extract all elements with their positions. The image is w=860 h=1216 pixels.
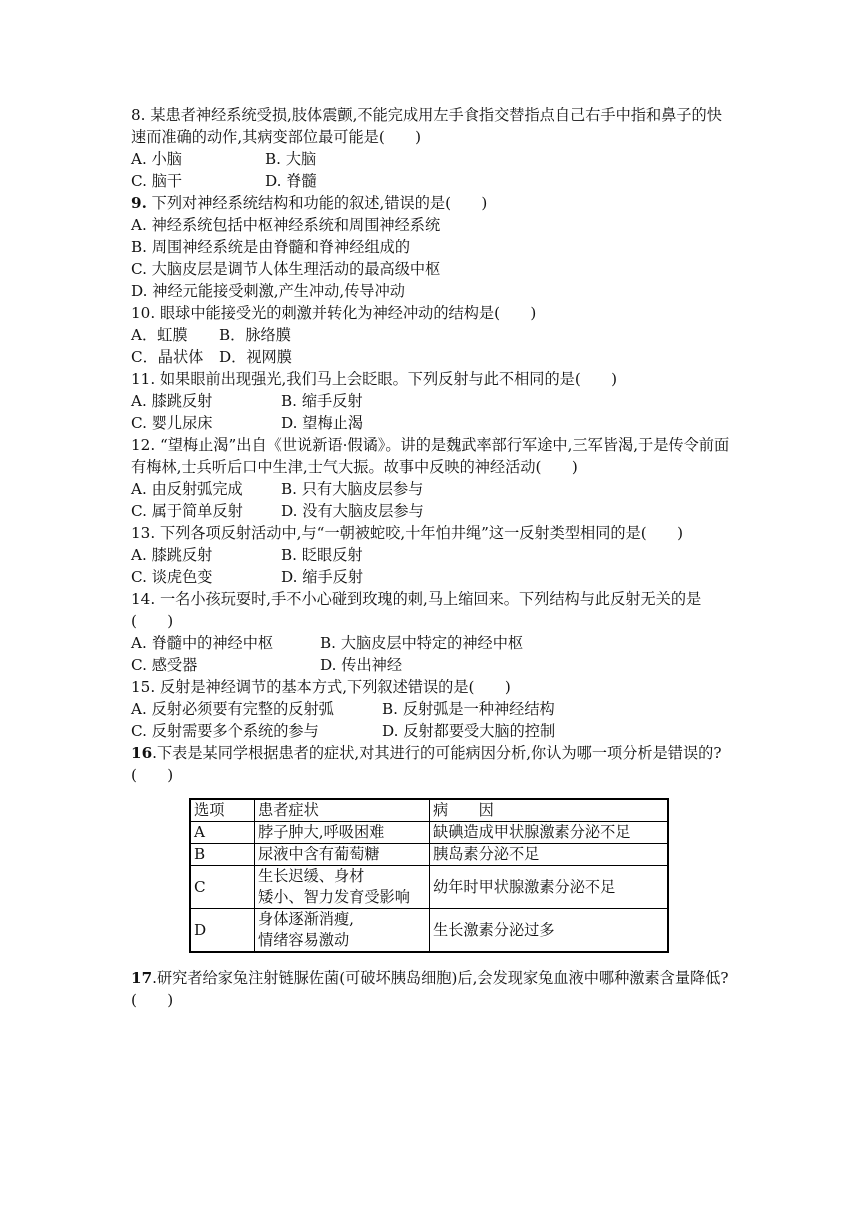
table-header-row — [190, 799, 668, 822]
question-8-option-b: B. 大脑 — [265, 150, 317, 168]
question-8-stem: 8. 某患者神经系统受损,肢体震颤,不能完成用左手食指交替指点自己右手中指和鼻子的快速而准确的动作,其病变部位最可能是( ) — [131, 106, 722, 146]
question-12-option-b: B. 只有大脑皮层参与 — [281, 480, 424, 498]
symptom-table-wrapper — [189, 798, 731, 953]
table-cell-symptom-line: 身体逐渐消瘦, — [258, 910, 354, 928]
symptom-table — [189, 798, 669, 953]
question-10-option-b: B．脉络膜 — [219, 326, 291, 344]
question-14-options-row1 — [131, 632, 731, 654]
table-row — [190, 844, 668, 866]
question-15-option-c: C. 反射需要多个系统的参与 — [131, 722, 319, 740]
question-9-option-d: D. 神经元能接受刺激,产生冲动,传导冲动 — [131, 282, 405, 300]
question-14-option-a: A. 脊髓中的神经中枢 — [131, 634, 274, 652]
question-9-option-a: A. 神经系统包括中枢神经系统和周围神经系统 — [131, 216, 441, 234]
table-header-symptom: 患者症状 — [255, 799, 430, 822]
question-9-option-c: C. 大脑皮层是调节人体生理活动的最高级中枢 — [131, 260, 441, 278]
question-13-options-row1 — [131, 544, 731, 566]
question-10-stem: 10. 眼球中能接受光的刺激并转化为神经冲动的结构是( ) — [131, 304, 537, 322]
table-cell-option: B — [190, 844, 255, 866]
question-13-option-c: C. 谈虎色变 — [131, 568, 213, 586]
question-10-option-c: C．晶状体 — [131, 348, 204, 366]
question-9-stem: 下列对神经系统结构和功能的叙述,错误的是( ) — [146, 194, 488, 212]
table-cell-symptom: 尿液中含有葡萄糖 — [255, 844, 430, 866]
question-15-options-row2 — [131, 720, 731, 742]
question-11-option-b: B. 缩手反射 — [281, 392, 363, 410]
table-cell-option: D — [190, 909, 255, 953]
table-cell-cause: 缺碘造成甲状腺激素分泌不足 — [430, 822, 669, 844]
question-15-stem: 15. 反射是神经调节的基本方式,下列叙述错误的是( ) — [131, 678, 511, 696]
question-9 — [131, 192, 731, 214]
question-8-options-row2 — [131, 170, 731, 192]
table-cell-cause: 幼年时甲状腺激素分泌不足 — [430, 866, 669, 909]
question-17-number: 17 — [131, 969, 153, 987]
table-header-option: 选项 — [190, 799, 255, 822]
question-16 — [131, 742, 731, 786]
table-cell-option: A — [190, 822, 255, 844]
question-13-options-row2 — [131, 566, 731, 588]
question-16-stem: .下表是某同学根据患者的症状,对其进行的可能病因分析,你认为哪一项分析是错误的?( ) — [131, 744, 722, 784]
question-11-option-a: A. 膝跳反射 — [131, 392, 213, 410]
question-15-option-a: A. 反射必须要有完整的反射弧 — [131, 700, 334, 718]
question-9-number: 9. — [131, 194, 147, 212]
question-13-option-b: B. 眨眼反射 — [281, 546, 363, 564]
question-9-option-b: B. 周围神经系统是由脊髓和脊神经组成的 — [131, 238, 411, 256]
table-cell-symptom: 脖子肿大,呼吸困难 — [255, 822, 430, 844]
question-13-option-d: D. 缩手反射 — [281, 568, 364, 586]
question-12-options-row2 — [131, 500, 731, 522]
question-12-option-a: A. 由反射弧完成 — [131, 480, 243, 498]
question-10-option-a: A．虹膜 — [131, 326, 188, 344]
question-15-options-row1 — [131, 698, 731, 720]
question-14-stem: 14. 一名小孩玩耍时,手不小心碰到玫瑰的刺,马上缩回来。下列结构与此反射无关的是( ) — [131, 590, 702, 630]
table-cell-cause: 生长激素分泌过多 — [430, 909, 669, 953]
table-row — [190, 866, 668, 909]
table-cell-symptom — [255, 909, 430, 953]
question-15-option-b: B. 反射弧是一种神经结构 — [382, 700, 555, 718]
question-12-option-d: D. 没有大脑皮层参与 — [281, 502, 424, 520]
question-12-options-row1 — [131, 478, 731, 500]
question-10-option-d: D．视网膜 — [219, 348, 292, 366]
question-14-option-d: D. 传出神经 — [320, 656, 403, 674]
question-16-number: 16 — [131, 744, 153, 762]
question-17-stem: .研究者给家兔注射链脲佐菌(可破坏胰岛细胞)后,会发现家兔血液中哪种激素含量降低?( ) — [131, 969, 729, 1009]
table-row — [190, 909, 668, 953]
question-17 — [131, 967, 731, 1011]
table-row — [190, 822, 668, 844]
question-13-stem: 13. 下列各项反射活动中,与“一朝被蛇咬,十年怕井绳”这一反射类型相同的是( ) — [131, 524, 684, 542]
table-cell-symptom — [255, 866, 430, 909]
question-8-option-c: C. 脑干 — [131, 172, 183, 190]
question-8-option-a: A. 小脑 — [131, 150, 182, 168]
question-13-option-a: A. 膝跳反射 — [131, 546, 213, 564]
question-11-options-row2 — [131, 412, 731, 434]
question-10-options-row2 — [131, 346, 731, 368]
table-cell-symptom-line: 情绪容易激动 — [258, 931, 350, 949]
question-8-options-row1 — [131, 148, 731, 170]
question-12-option-c: C. 属于简单反射 — [131, 502, 243, 520]
question-10-options-row1 — [131, 324, 731, 346]
question-11-options-row1 — [131, 390, 731, 412]
table-header-cause: 病 因 — [430, 799, 669, 822]
question-12-stem: 12. “望梅止渴”出自《世说新语·假谲》。讲的是魏武率部行军途中,三军皆渴,于是传令前面有梅林,士兵听后口中生津,士气大振。故事中反映的神经活动( ) — [131, 436, 730, 476]
question-14-option-b: B. 大脑皮层中特定的神经中枢 — [320, 634, 524, 652]
question-8-option-d: D. 脊髓 — [265, 172, 317, 190]
question-11-option-d: D. 望梅止渴 — [281, 414, 364, 432]
worksheet-page — [131, 104, 731, 1011]
question-14-options-row2 — [131, 654, 731, 676]
table-cell-symptom-line: 生长迟缓、身材 — [258, 867, 365, 885]
question-15-option-d: D. 反射都要受大脑的控制 — [382, 722, 556, 740]
table-cell-option: C — [190, 866, 255, 909]
table-cell-symptom-line: 矮小、智力发育受影响 — [258, 888, 410, 906]
question-11-option-c: C. 婴儿尿床 — [131, 414, 213, 432]
question-11-stem: 11. 如果眼前出现强光,我们马上会眨眼。下列反射与此不相同的是( ) — [131, 370, 618, 388]
question-14-option-c: C. 感受器 — [131, 656, 198, 674]
table-cell-cause: 胰岛素分泌不足 — [430, 844, 669, 866]
